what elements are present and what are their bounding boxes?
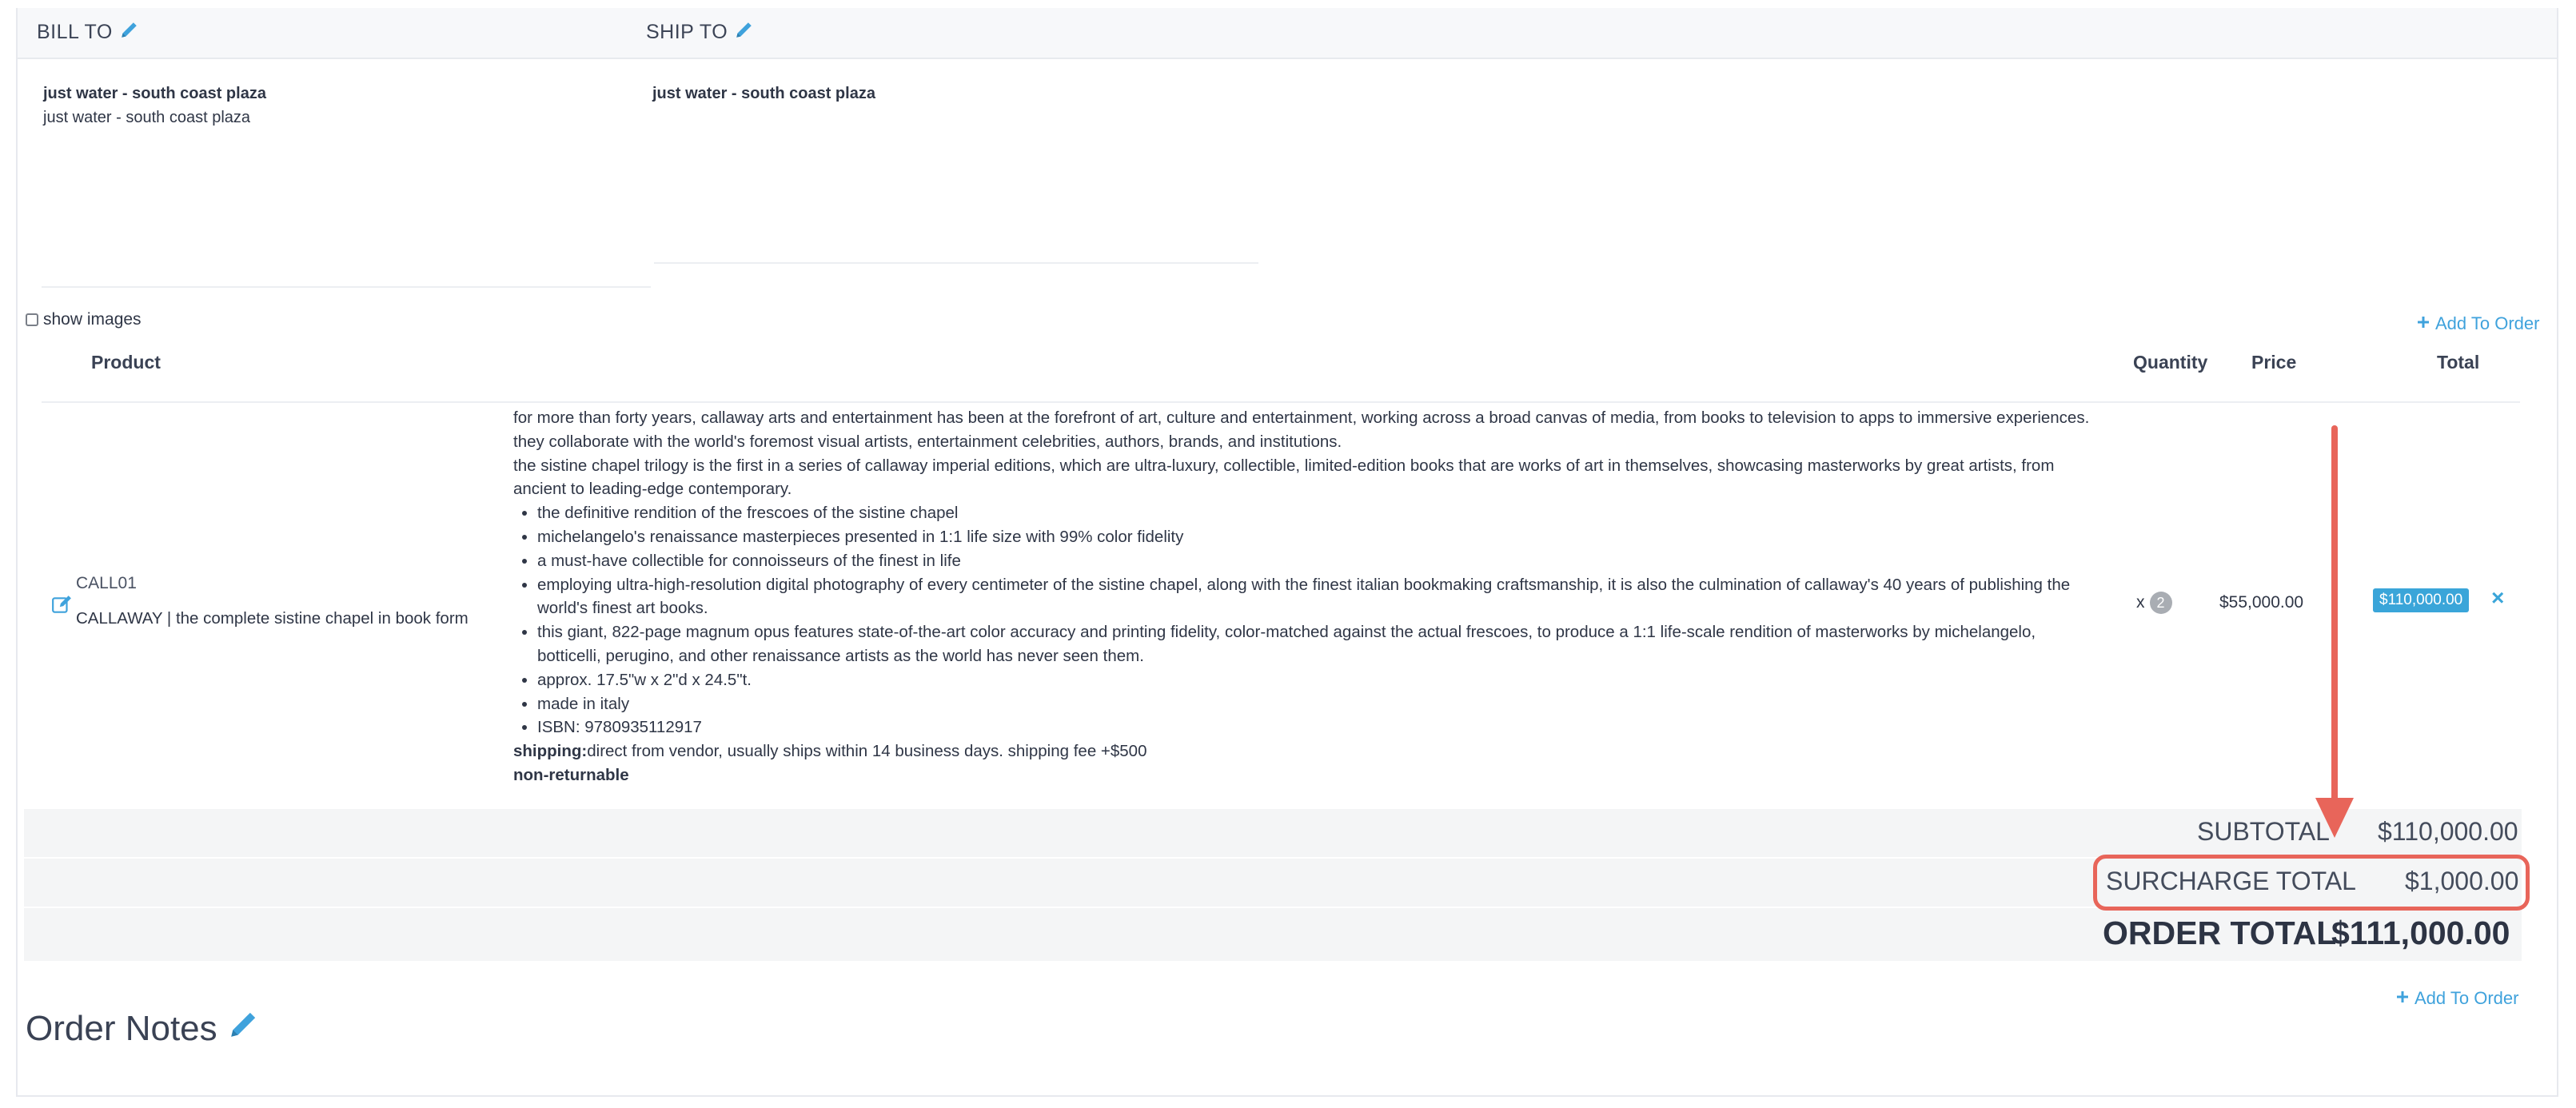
order-total-value: $111,000.00 bbox=[2331, 915, 2510, 951]
plus-icon bbox=[2395, 988, 2410, 1009]
edit-icon[interactable] bbox=[51, 595, 72, 620]
show-images-toggle[interactable] bbox=[26, 310, 142, 329]
returns-note bbox=[513, 763, 2096, 787]
ship-to-name: just water - south coast plaza bbox=[652, 85, 875, 102]
surcharge-label: SURCHARGE TOTAL bbox=[2106, 867, 2356, 895]
subtotal-label: SUBTOTAL bbox=[2197, 817, 2330, 846]
column-header-price: Price bbox=[2251, 352, 2297, 373]
shipping-label: shipping: bbox=[513, 742, 588, 761]
quantity-prefix: x bbox=[2136, 593, 2145, 612]
plus-icon bbox=[2416, 313, 2430, 334]
feature-item: • ISBN: 9780935112917 bbox=[537, 715, 2096, 739]
table-header-divider bbox=[42, 401, 2520, 403]
add-to-order-link-bottom[interactable] bbox=[2395, 988, 2518, 1009]
show-images-checkbox[interactable] bbox=[26, 313, 38, 326]
surcharge-value: $1,000.00 bbox=[2405, 867, 2519, 895]
feature-item: • made in italy bbox=[537, 692, 2096, 716]
description-paragraph: for more than forty years, callaway arts and entertainment has been at the forefront of art, culture and entertainment, working across a broad canvas of media, from books to television to apps to immersive experiences. they collaborate with the world's foremost visual artists, entertainment celebrities, authors, brands, and institutions. bbox=[513, 409, 2090, 451]
divider bbox=[654, 262, 1258, 264]
subtotal-value: $110,000.00 bbox=[2378, 817, 2518, 846]
column-header-product: Product bbox=[91, 352, 161, 373]
show-images-label: show images bbox=[43, 310, 142, 329]
description-paragraph: the sistine chapel trilogy is the first in a series of callaway imperial editions, which are ultra-luxury, collectible, limited-edition books that are works of art in themselves, showcasing masterworks by great artists, from ancient to leading-edge contemporary. bbox=[513, 456, 2055, 499]
bill-to-heading bbox=[37, 19, 140, 46]
order-notes-heading bbox=[26, 1007, 261, 1050]
feature-item: • michelangelo's renaissance masterpieces presented in 1:1 life size with 99% color fidelity bbox=[537, 525, 2096, 549]
unit-price: $55,000.00 bbox=[2219, 593, 2304, 612]
shipping-text: direct from vendor, usually ships within 14 business days. shipping fee +$500 bbox=[587, 742, 1147, 761]
quantity-cell bbox=[2136, 592, 2172, 614]
shipping-info bbox=[513, 739, 2096, 763]
pencil-icon[interactable] bbox=[734, 19, 755, 46]
add-to-order-link-top[interactable] bbox=[2416, 313, 2539, 334]
add-to-order-label: Add To Order bbox=[2415, 988, 2519, 1008]
column-header-quantity: Quantity bbox=[2133, 352, 2208, 373]
subtotal-row bbox=[24, 809, 2522, 857]
feature-item: • the definitive rendition of the frescoes of the sistine chapel bbox=[537, 501, 2096, 525]
pencil-icon[interactable] bbox=[119, 19, 140, 46]
add-to-order-label: Add To Order bbox=[2435, 313, 2540, 333]
feature-item: • employing ultra-high-resolution digital photography of every centimeter of the sistine chapel, along with the finest italian bookmaking craftsmanship, it is also the culmination of callaway's 40 years of publishing the world's finest art books. bbox=[537, 573, 2096, 621]
address-header-bar bbox=[18, 8, 2557, 59]
arrow-down-annotation bbox=[2311, 424, 2359, 839]
bill-to-heading-label: BILL TO bbox=[37, 21, 113, 43]
order-notes-title: Order Notes bbox=[26, 1008, 217, 1048]
surcharge-highlight-annotation bbox=[2093, 855, 2530, 911]
ship-to-heading bbox=[646, 19, 755, 46]
product-sku: CALL01 bbox=[76, 574, 137, 592]
divider bbox=[42, 286, 651, 288]
order-total-label: ORDER TOTAL bbox=[2103, 915, 2337, 951]
feature-list bbox=[513, 501, 2096, 739]
product-name: CALLAWAY | the complete sistine chapel in book form bbox=[76, 609, 469, 628]
close-icon[interactable]: × bbox=[2491, 585, 2505, 610]
feature-item: • a must-have collectible for connoisseurs of the finest in life bbox=[537, 549, 2096, 573]
feature-item: • approx. 17.5"w x 2"d x 24.5"t. bbox=[537, 668, 2096, 692]
returns-label: non-returnable bbox=[513, 765, 629, 784]
bill-to-name: just water - south coast plaza bbox=[43, 85, 266, 102]
product-description bbox=[513, 406, 2096, 787]
quantity-badge[interactable]: 2 bbox=[2150, 592, 2172, 614]
column-header-total: Total bbox=[2437, 352, 2480, 373]
bill-to-line: just water - south coast plaza bbox=[43, 109, 251, 126]
ship-to-heading-label: SHIP TO bbox=[646, 21, 728, 43]
pencil-icon[interactable] bbox=[227, 1007, 261, 1050]
line-total-badge: $110,000.00 bbox=[2373, 588, 2469, 612]
feature-item: • this giant, 822-page magnum opus features state-of-the-art color accuracy and printing fidelity, color-matched against the actual frescoes, to produce a 1:1 life-scale rendition of masterworks by michelangelo, botticelli, perugino, and other renaissance artists as the world has never seen them. bbox=[537, 620, 2096, 668]
